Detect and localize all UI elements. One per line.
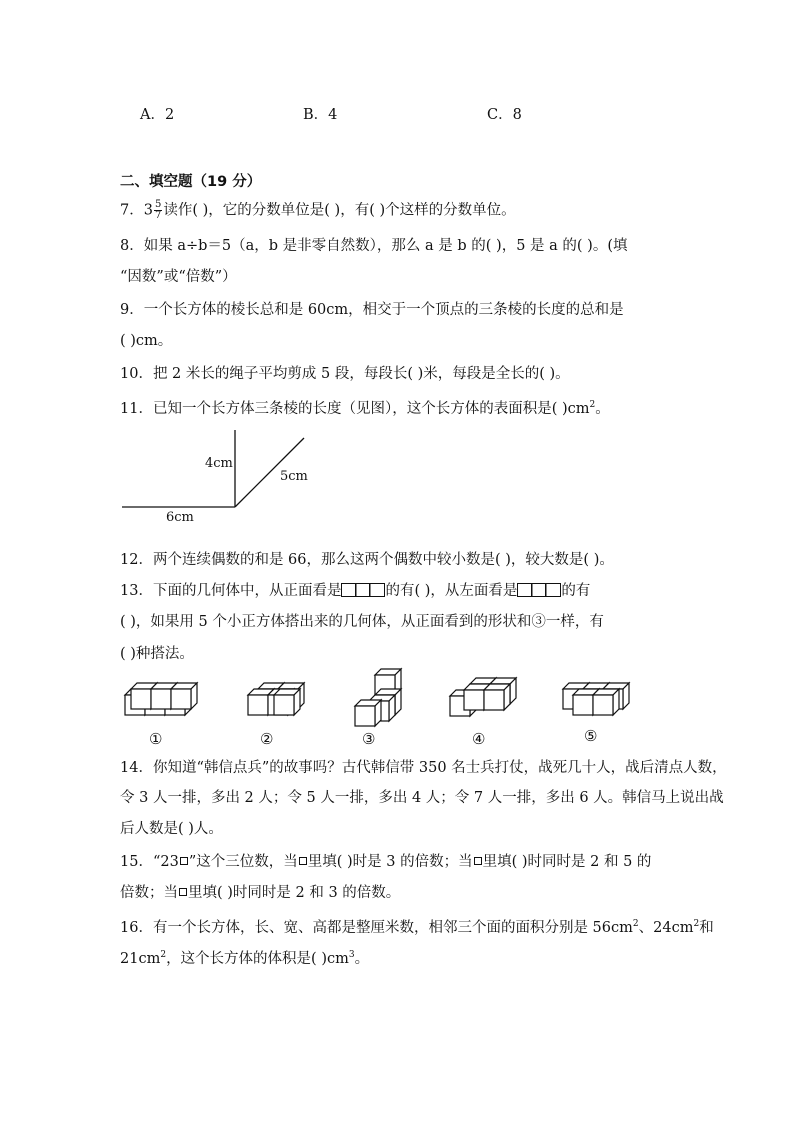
q13-text-c: 的有 [561,583,591,599]
option-a: A．2 [140,107,175,123]
option-c: C．8 [487,107,522,123]
question-8-line2: “因数”或“倍数”） [120,269,237,285]
figure-3 [355,669,401,726]
q7-denominator: 7 [154,210,162,221]
question-12: 12．两个连续偶数的和是 66，那么这两个偶数中较小数是( )，较大数是( )。 [120,552,614,568]
question-16-line2 [120,945,369,969]
q16-text-a: 16．有一个长方体，长、宽、高都是整厘米数，相邻三个面的面积分别是 56cm [120,919,633,936]
q16-text-f: 。 [354,950,370,967]
label-height: 4cm [205,456,233,471]
question-14-line2: 令 3 人一排，多出 2 人；令 5 人一排，多出 4 人；令 7 人一排，多出 6 人。韩信马上说出战 [120,790,724,806]
q16-sup3: 3 [348,950,355,960]
q11-end: 。 [595,400,610,417]
label-length: 6cm [166,510,194,525]
q13-text-b: 的有( )，从左面看是 [385,583,518,599]
question-13-line2: ( )，如果用 5 个小正方体搭出来的几何体，从正面看到的形状和③一样，有 [120,614,604,630]
question-15-line1 [120,852,651,872]
q11-text: 11．已知一个长方体三条棱的长度（见图），这个长方体的表面积是( )cm [120,400,590,417]
section-title: 二、填空题（19 分） [120,174,262,190]
question-10: 10．把 2 米长的绳子平均剪成 5 段，每段长( )米，每段是全长的( )。 [120,366,570,382]
q15-text-f: 里填( )时同时是 2 和 3 的倍数。 [188,885,401,901]
q7-prefix: 7． [120,202,144,219]
question-14-line3: 后人数是( )人。 [120,821,223,837]
q7-text: 读作( )，它的分数单位是( )，有( )个这样的分数单位。 [163,202,516,219]
q16-sup: 2 [693,919,700,929]
blank-square-icon [180,857,188,865]
q15-text-d: 里填( )时同时是 2 和 5 的 [482,854,652,870]
blank-square-icon [179,888,187,896]
figure-label-2: ② [260,730,274,748]
question-9-line1: 9．一个长方体的棱长总和是 60cm，相交于一个顶点的三条棱的长度的总和是 [120,302,624,318]
figure-4 [450,678,516,716]
q7-numerator: 5 [154,199,162,210]
question-15-line2 [120,883,400,903]
figure-label-4: ④ [472,730,486,748]
figure-5 [563,683,629,715]
q16-text-b: 、24cm [638,919,694,936]
figure-2 [248,683,304,715]
blank-square-icon [299,857,307,865]
q13-text-a: 13．下面的几何体中，从正面看是 [120,583,342,599]
option-b: B．4 [303,107,338,123]
q16-text-d: 21cm [120,950,161,967]
q11-sup: 2 [589,400,596,410]
question-9-line2: ( )cm。 [120,333,173,349]
question-14-line1: 14．你知道“韩信点兵”的故事吗？古代韩信带 350 名士兵打仗，战死几十人，战后清点人数， [120,760,727,776]
q15-text-e: 倍数；当 [120,885,178,901]
question-16-line1 [120,914,714,938]
q16-text-e: ，这个长方体的体积是( )cm [166,950,349,967]
label-width: 5cm [280,469,308,484]
figure-label-3: ③ [362,730,376,748]
q15-text-b: ”这个三位数，当 [188,854,298,870]
blank-square-icon [474,857,482,865]
q16-sup: 2 [160,950,167,960]
question-8-line1: 8．如果 a÷b＝5（a，b 是非零自然数），那么 a 是 b 的( )，5 是 a 的( )。(填 [120,238,628,254]
question-13-line3: ( )种搭法。 [120,646,194,662]
q16-text-c: 和 [699,919,714,936]
q16-sup: 2 [632,919,639,929]
q15-text-c: 里填( )时是 3 的倍数；当 [307,854,473,870]
q7-whole: 3 [143,202,153,219]
q15-text-a: 15．“23 [120,854,179,870]
figure-label-5: ⑤ [584,727,598,745]
figure-1 [125,683,197,715]
figure-label-1: ① [149,730,163,748]
